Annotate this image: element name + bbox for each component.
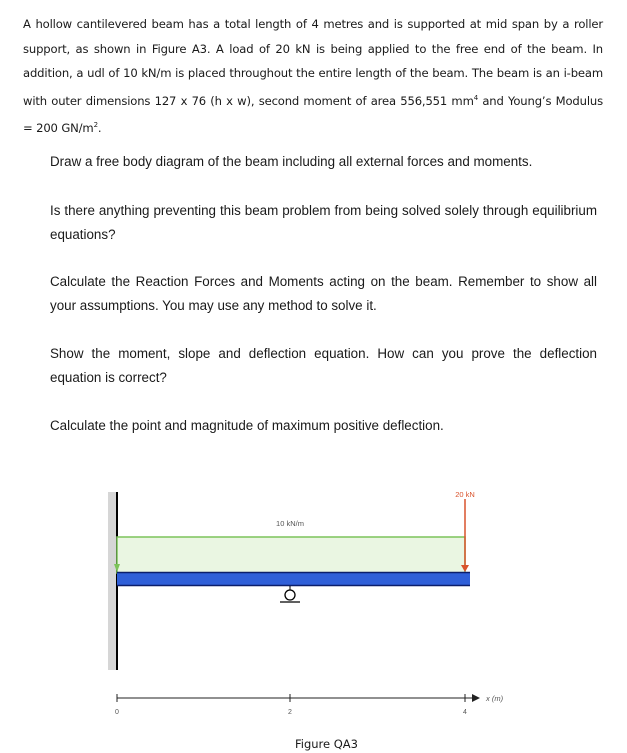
- task-reaction-forces: Calculate the Reaction Forces and Moments acting on the beam. Remember to show all your assumptions. You may use any method to solve it.: [50, 274, 597, 313]
- figure-caption: Figure QA3: [294, 737, 358, 751]
- tick-label-2: 2: [288, 709, 292, 716]
- x-axis-label: x (m): [486, 694, 504, 703]
- task-maximum-deflection: Calculate the point and magnitude of maximum positive deflection.: [50, 418, 444, 433]
- tick-label-4: 4: [463, 709, 467, 716]
- beam-figure: [0, 480, 627, 753]
- problem-text-part1: A hollow cantilevered beam has a total length of 4 metres and is supported at mid span by a roller support, as shown in Figure A3. A load of 20 kN is being applied to the free end of the beam. In addition, a udl of 10 kN/m is placed throughout the entire length of the beam. The beam is an i-beam with outer dimensions 127 x 76 (h x w), second moment of area 556,551 mm: [23, 17, 603, 108]
- x-axis-arrowhead: [472, 694, 480, 702]
- udl-label: 10 kN/m: [276, 519, 304, 528]
- problem-text-part3: .: [97, 120, 102, 135]
- task-free-body-diagram: Draw a free body diagram of the beam including all external forces and moments.: [50, 154, 533, 169]
- task-moment-slope-deflection: Show the moment, slope and deflection equation. How can you prove the deflection equation is correct?: [50, 346, 597, 385]
- fixed-wall: [108, 492, 117, 670]
- point-load-label: 20 kN: [455, 490, 475, 499]
- task-equilibrium-question: Is there anything preventing this beam problem from being solved solely through equilibrium equations?: [50, 203, 597, 242]
- superscript-4: 4: [473, 93, 479, 102]
- udl-region: [117, 537, 465, 573]
- beam: [117, 572, 470, 586]
- tick-label-0: 0: [115, 709, 119, 716]
- problem-text-part2: and Young’s Modulus = 200 GN/m: [23, 93, 603, 135]
- superscript-2: 2: [93, 120, 98, 129]
- problem-statement: [23, 12, 603, 140]
- roller-circle: [285, 590, 295, 600]
